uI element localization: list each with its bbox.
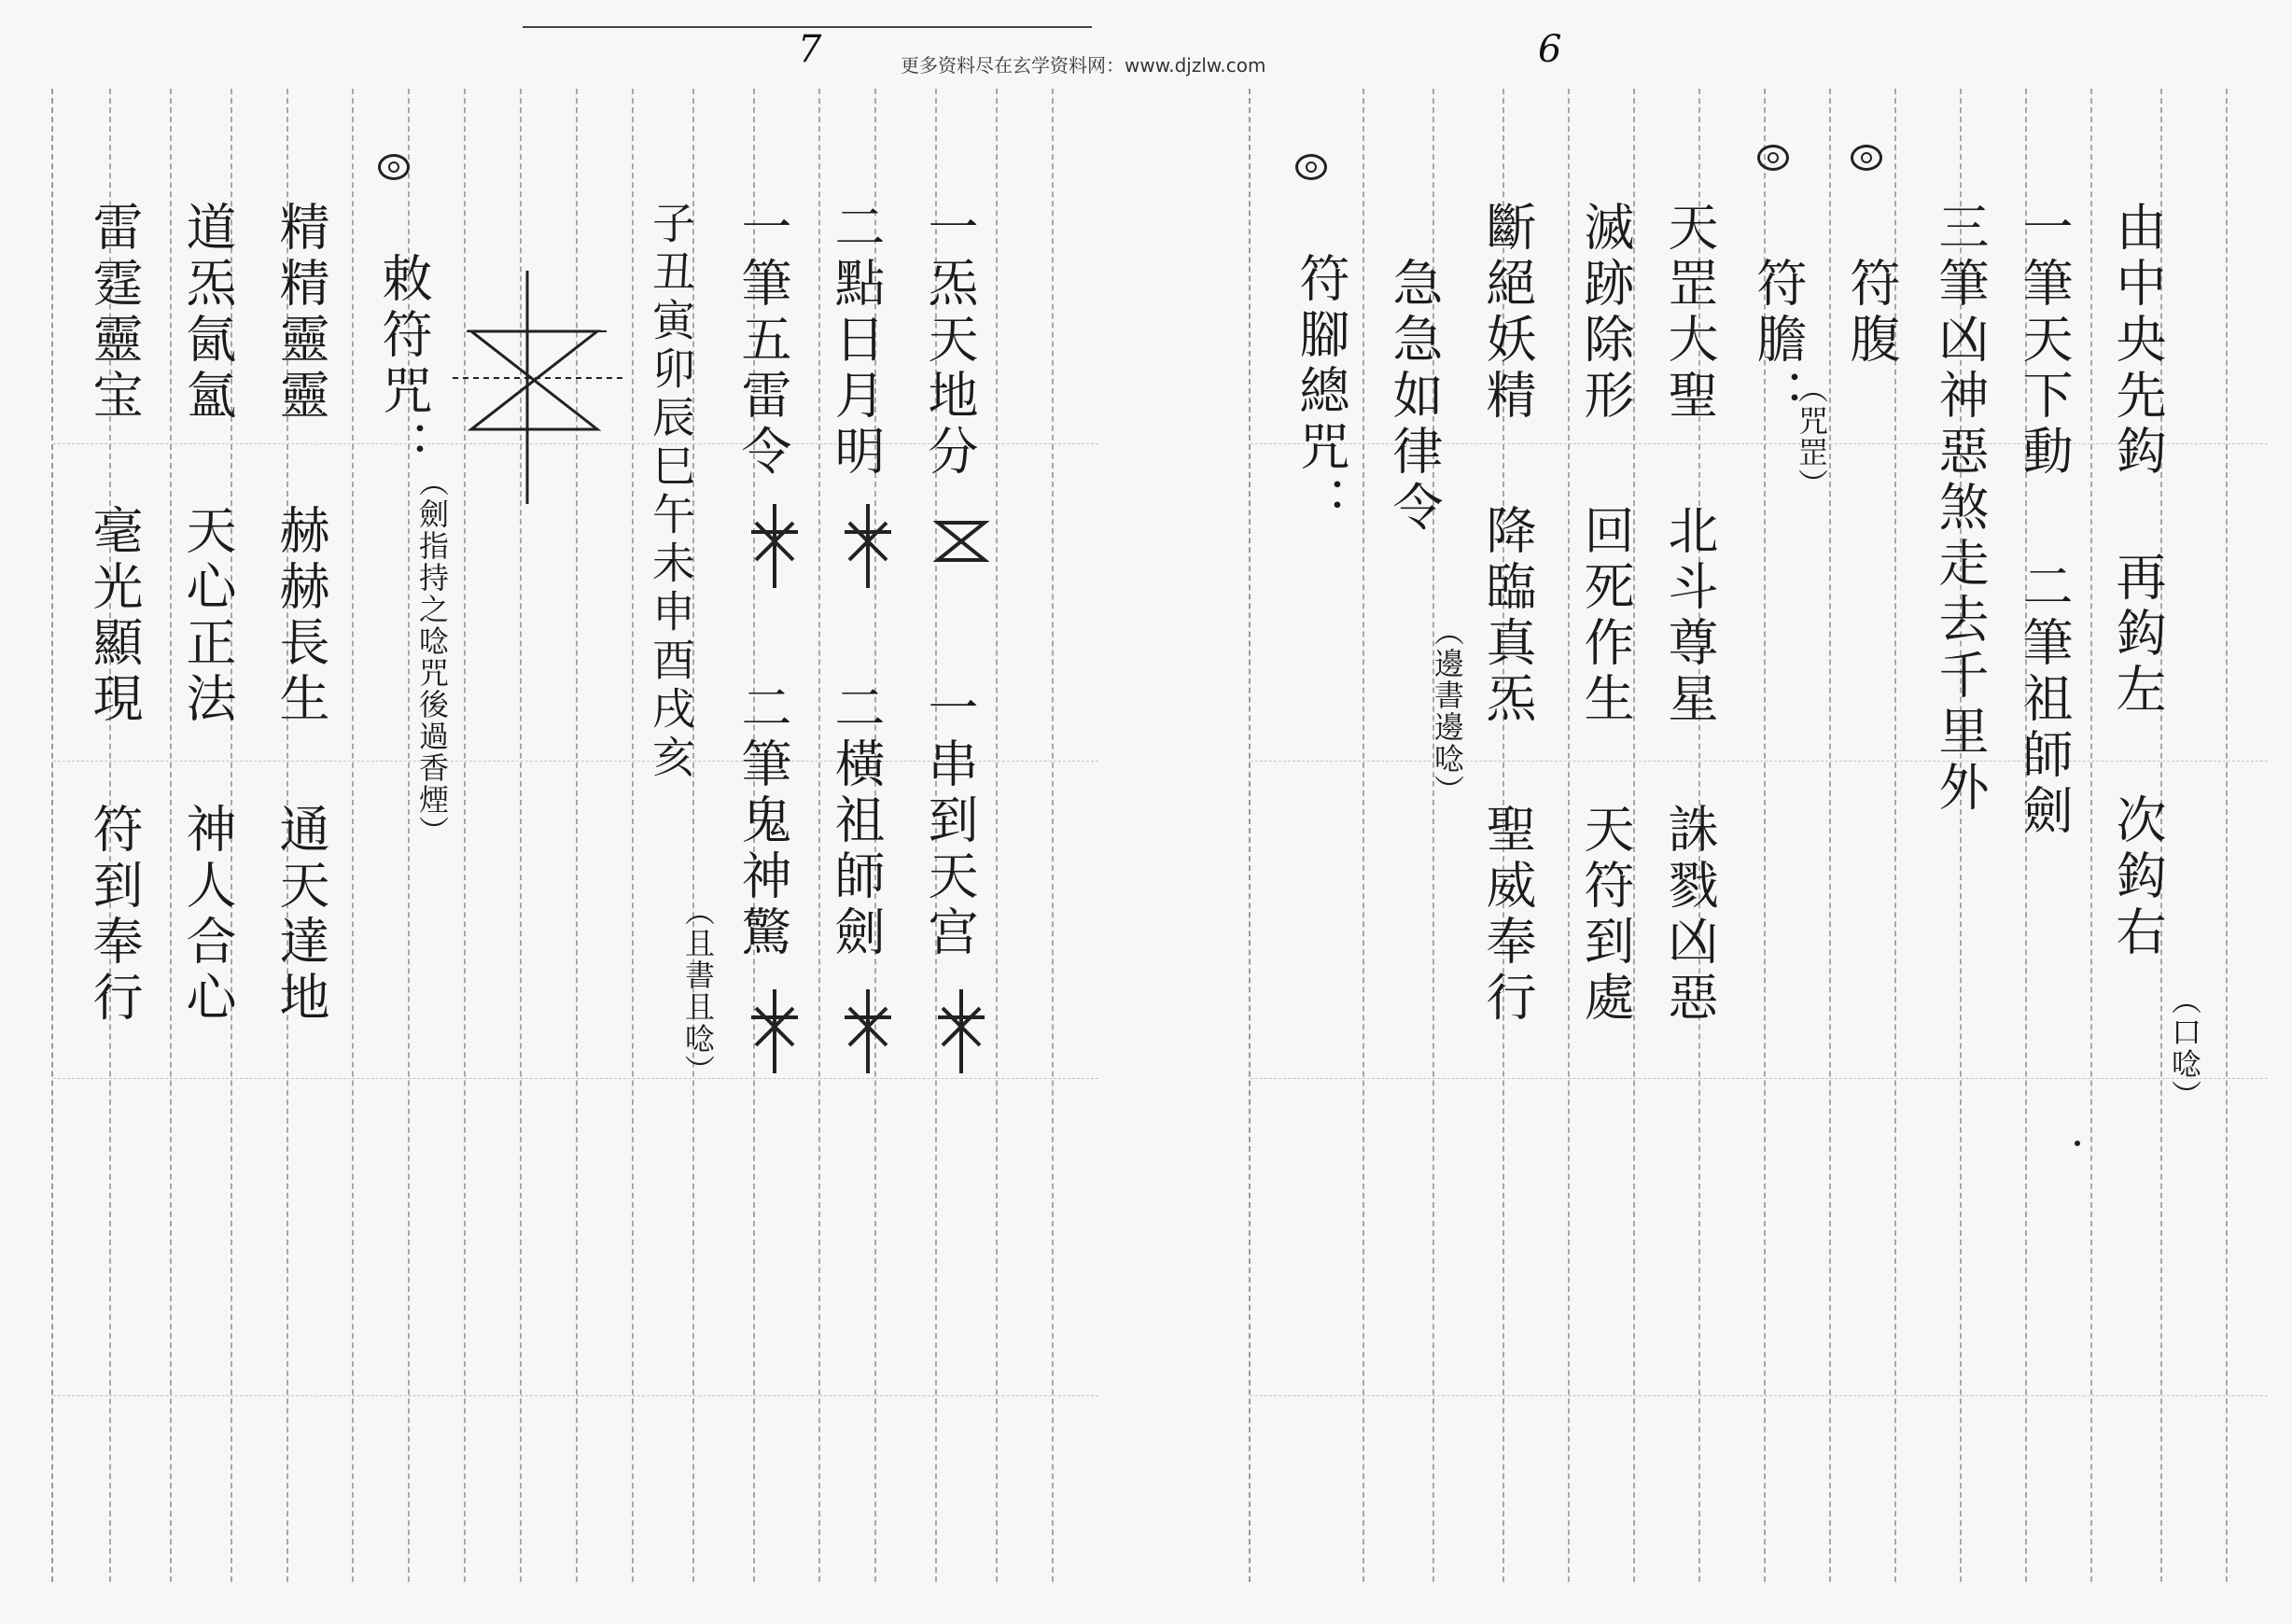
left-col-2-lower: 二橫祖師劍 [827,681,886,961]
right-col-9-note: （邊書邊唸） [1430,616,1465,806]
seal-glyph-2 [840,504,896,588]
right-col-2-lower: 二筆祖師劍 [2015,560,2074,840]
right-col-4: 符腹 [1842,257,1901,369]
right-col-3: 三筆凶神惡煞走去千里外 [1931,201,1990,817]
seal-glyph-6 [747,989,803,1073]
left-col-8-lower: 符到奉行 [85,803,144,1027]
ink-dot [2075,1141,2080,1146]
right-col-1-middle: 再鈎左 [2108,551,2167,719]
right-page-number: 6 [1538,28,1562,71]
right-col-6-lower: 誅戮凶惡 [1660,803,1719,1027]
left-col-4: 子丑寅卯辰巳午未申酉戌亥 [646,201,696,783]
left-col-7: 道炁氤氳 [178,201,237,425]
left-col-3-lower: 二筆鬼神驚 [734,681,792,961]
right-col-5-note: （咒罡） [1794,373,1829,500]
right-col-5: 符膽： [1749,257,1808,425]
seal-glyph-4 [933,989,989,1073]
circle-mark-icon [1851,145,1882,171]
circle-mark-icon [1757,145,1789,171]
seal-glyph-3 [747,504,803,588]
left-col-7-middle: 天心正法 [178,504,237,728]
right-col-6: 天罡大聖 [1660,201,1719,425]
right-col-8-lower: 聖威奉行 [1478,803,1537,1027]
seal-glyph-5 [840,989,896,1073]
left-col-6-lower: 通天達地 [272,803,330,1027]
right-col-10: 符腳總咒： [1292,252,1350,532]
left-col-3: 一筆五雷令 [734,201,792,481]
right-col-1-lower: 次鈎右 [2108,793,2167,961]
left-col-7-lower: 神人合心 [178,803,237,1027]
circle-mark-icon [378,154,410,180]
right-col-1-note: （口唸） [2167,985,2202,1112]
seal-glyph-1 [933,504,989,588]
left-col-4-note: （且書且唸） [680,896,716,1086]
left-col-6-middle: 赫赫長生 [272,504,330,728]
right-col-6-middle: 北斗尊星 [1660,504,1719,728]
right-col-7-lower: 天符到處 [1576,803,1635,1027]
right-col-1: 由中央先鈎 [2108,201,2167,481]
right-col-2: 一筆天下動 [2015,201,2074,481]
circle-mark-icon [1295,154,1327,180]
watermark-text: 更多资料尽在玄学资料网：www.djzlw.com [901,54,1266,77]
right-col-7-middle: 回死作生 [1576,504,1635,728]
left-col-6: 精精靈靈 [272,201,330,425]
left-col-1: 一炁天地分 [920,201,979,481]
talisman-diagram [448,261,635,513]
right-col-9: 急急如律令 [1385,257,1444,537]
left-page-number: 7 [798,28,822,71]
left-col-8: 雷霆靈宝 [85,201,144,425]
right-col-8-middle: 降臨真炁 [1478,504,1537,728]
right-col-8: 斷絕妖精 [1478,201,1537,425]
header-rule [523,26,1092,28]
right-page [1146,0,2292,1624]
left-col-5-note: （劍指持之唸咒後過香煙） [414,467,450,847]
left-col-2: 二點日月明 [827,201,886,481]
left-col-8-middle: 毫光顯現 [85,504,144,728]
right-col-7: 滅跡除形 [1576,201,1635,425]
left-col-1-lower: 一串到天宫 [920,681,979,961]
left-col-5: 敕符咒： [374,252,433,476]
